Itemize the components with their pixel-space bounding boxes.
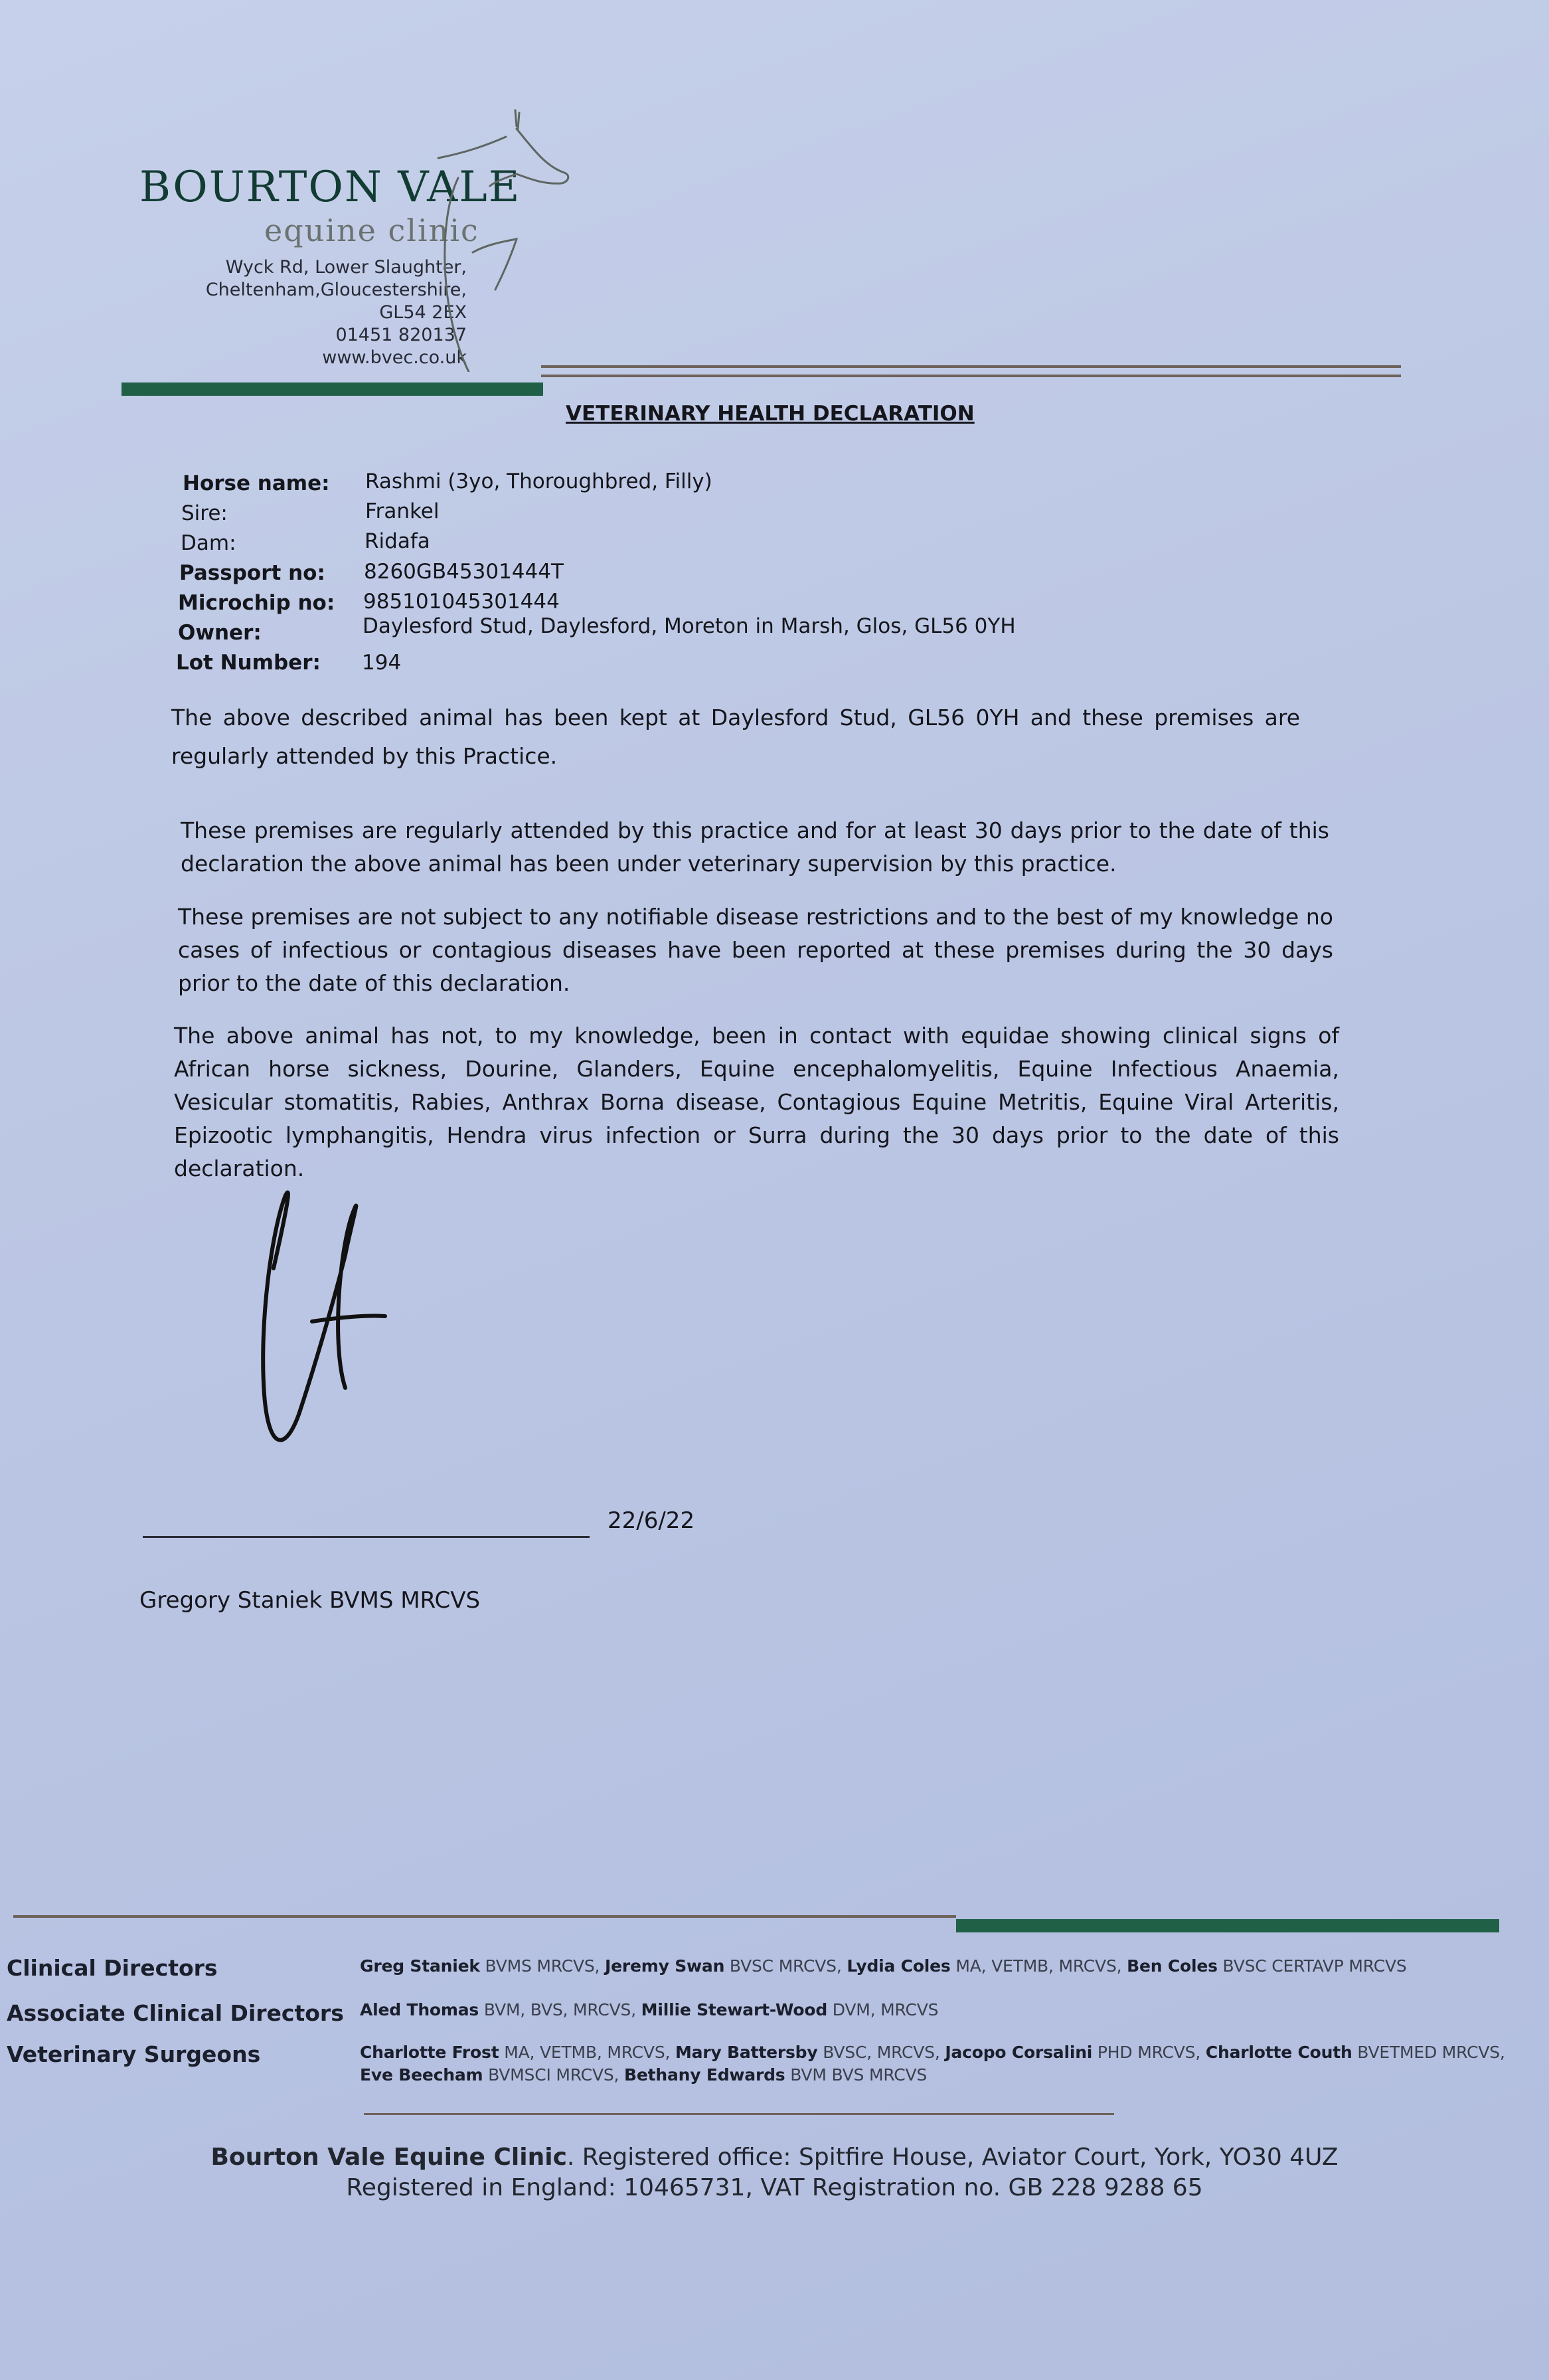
signer-name: Gregory Staniek BVMS MRCVS [139, 1587, 481, 1614]
registration-numbers: Registered in England: 10465731, VAT Registration no. GB 228 9288 65 [346, 2174, 1203, 2201]
footer-rule-thin [13, 1915, 956, 1918]
clinic-website: www.bvec.co.uk [322, 347, 467, 368]
header-rule-green [122, 382, 543, 396]
header-rule-thin-2 [541, 375, 1401, 377]
value-microchip-no: 985101045301444 [363, 590, 560, 614]
signature-date: 22/6/22 [608, 1507, 695, 1534]
footer-clinical-directors-names: Greg Staniek BVMS MRCVS, Jeremy Swan BVSC MRCVS, Lydia Coles MA, VETMB, MRCVS, Ben Coles BVSC CERTAVP MRCVS [360, 1956, 1407, 1976]
footer-divider [364, 2113, 1114, 2115]
address-postcode: GL54 2EX [379, 302, 467, 323]
footer-vets-names-line-2: Eve Beecham BVMSCI MRCVS, Bethany Edwards BVM BVS MRCVS [360, 2065, 928, 2084]
footer-associate-directors-names: Aled Thomas BVM, BVS, MRCVS, Millie Stewart-Wood DVM, MRCVS [360, 2000, 939, 2019]
label-passport-no: Passport no: [179, 561, 325, 585]
paragraph-premises: The above described animal has been kept at Daylesford Stud, GL56 0YH and these premises are regularly attended by this Practice. [171, 705, 1300, 769]
label-lot-number: Lot Number: [176, 651, 321, 675]
value-lot-number: 194 [362, 651, 402, 675]
value-sire: Frankel [365, 499, 440, 523]
handwritten-signature-icon [246, 1175, 405, 1468]
footer-associate-directors-label: Associate Clinical Directors [7, 2000, 344, 2026]
address-line-2: Cheltenham,Gloucestershire, [205, 280, 467, 300]
clinic-phone: 01451 820137 [335, 325, 467, 345]
header-rule-thin [541, 365, 1401, 368]
paragraph-disease-restrictions: These premises are not subject to any notifiable disease restrictions and to the best of my knowledge no cases of infectious or contagious diseases have been reported at these premises during the 30 days prior to the date of this declaration. [178, 904, 1333, 996]
label-dam: Dam: [181, 531, 236, 555]
value-dam: Ridafa [365, 529, 430, 553]
footer-rule-green [956, 1919, 1499, 1932]
paragraph-supervision: These premises are regularly attended by this practice and for at least 30 days prior to the date of this declaration the above animal has been under veterinary supervision by this practice. [181, 817, 1329, 877]
registered-office: Bourton Vale Equine Clinic. Registered office: Spitfire House, Aviator Court, York, YO30 4UZ [210, 2144, 1339, 2171]
label-horse-name: Horse name: [183, 471, 330, 495]
label-microchip-no: Microchip no: [178, 591, 335, 615]
paragraph-no-contact: The above animal has not, to my knowledge, been in contact with equidae showing clinical signs of African horse sickness, Dourine, Glanders, Equine encephalomyelitis, Equine Infectious Anaemia, Vesicular stomatitis, Rabies, Anthrax Borna disease, Contagious Equine Metritis, Equine Viral Arteritis, Epizootic lymphangitis, Hendra virus infection or Surra during the 30 days prior to the date of this declaration. [174, 1023, 1339, 1181]
clinic-tagline: equine clinic [264, 212, 479, 248]
label-sire: Sire: [181, 501, 228, 525]
address-line-1: Wyck Rd, Lower Slaughter, [225, 257, 467, 278]
horse-head-logo-icon [432, 100, 578, 372]
clinic-name: BOURTON VALE [139, 163, 521, 212]
label-owner: Owner: [178, 621, 262, 645]
value-horse-name: Rashmi (3yo, Thoroughbred, Filly) [365, 469, 712, 493]
value-owner: Daylesford Stud, Daylesford, Moreton in Marsh, Glos, GL56 0YH [363, 614, 1016, 638]
footer-vets-label: Veterinary Surgeons [7, 2041, 261, 2067]
footer-clinical-directors-label: Clinical Directors [7, 1955, 218, 1981]
signature-line [143, 1536, 590, 1538]
value-passport-no: 8260GB45301444T [364, 560, 564, 584]
document-title: VETERINARY HEALTH DECLARATION [566, 402, 975, 426]
footer-vets-names-line-1: Charlotte Frost MA, VETMB, MRCVS, Mary Battersby BVSC, MRCVS, Jacopo Corsalini PHD MRCVS, Charlotte Couth BVETMED MRCVS, [360, 2043, 1505, 2062]
